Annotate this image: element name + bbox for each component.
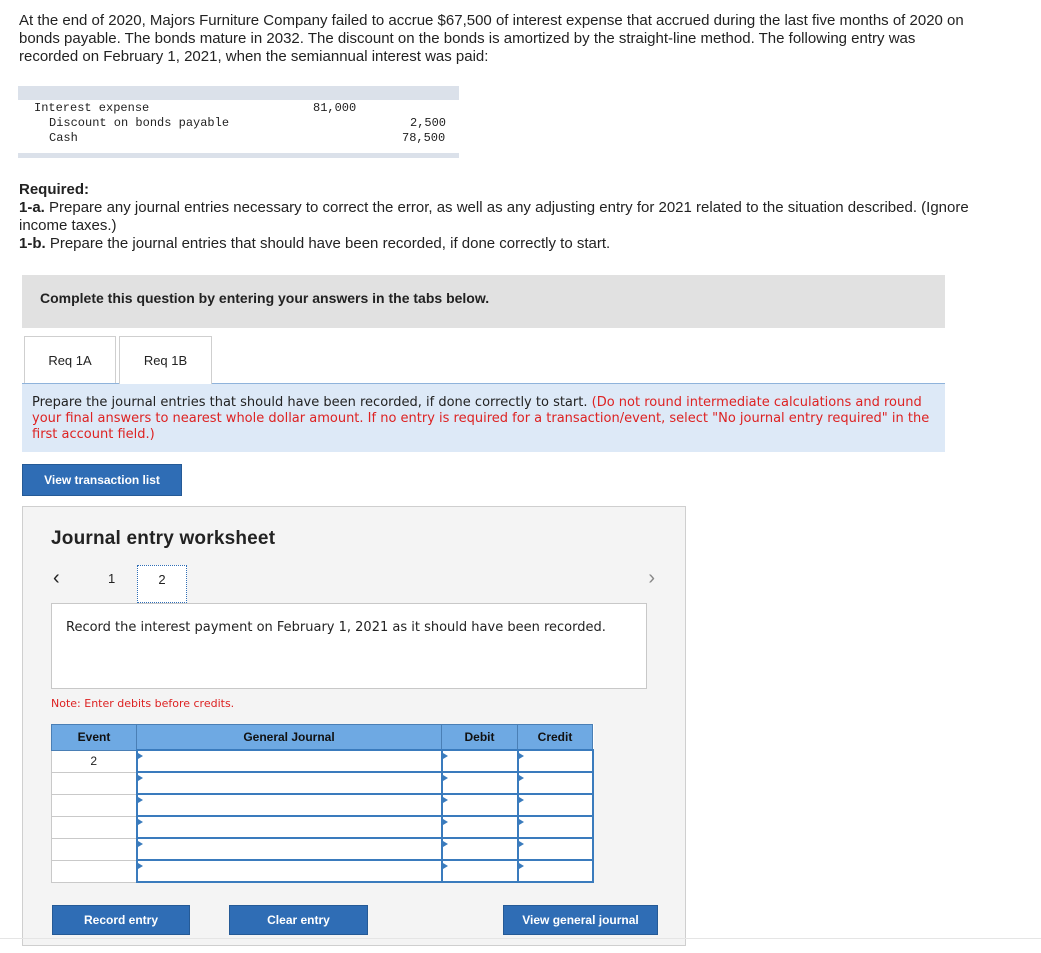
debit-input[interactable] [442, 750, 518, 772]
credit-input[interactable] [518, 838, 593, 860]
credit-input[interactable] [518, 794, 593, 816]
account-input[interactable] [137, 750, 442, 772]
complete-banner-text: Complete this question by entering your answers in the tabs below. [40, 290, 490, 306]
column-header-debit: Debit [442, 725, 518, 751]
debit-input[interactable] [442, 860, 518, 882]
tab-req-1a[interactable]: Req 1A [24, 336, 116, 383]
debit-input[interactable] [442, 838, 518, 860]
debit-input[interactable] [442, 816, 518, 838]
event-cell [52, 772, 137, 794]
entry-top-bar [18, 86, 459, 100]
view-transaction-list-button[interactable]: View transaction list [22, 464, 182, 496]
event-cell [52, 860, 137, 882]
column-header-event: Event [52, 725, 137, 751]
table-row [52, 838, 593, 860]
account-input[interactable] [137, 816, 442, 838]
view-general-journal-button[interactable]: View general journal [503, 905, 658, 935]
journal-table [51, 724, 594, 883]
debit-input[interactable] [442, 794, 518, 816]
table-row [52, 860, 593, 882]
required-heading: Required: [19, 181, 90, 198]
column-header-general-journal: General Journal [137, 725, 442, 751]
worksheet-page-1[interactable]: 1 [108, 571, 116, 586]
instruction-panel [22, 383, 945, 452]
entry-line-credit: 78,500 [402, 131, 446, 145]
account-input[interactable] [137, 838, 442, 860]
required-text: Prepare the journal entries that should have been recorded, if done correctly to start. [49, 235, 611, 252]
record-entry-button[interactable]: Record entry [52, 905, 190, 935]
event-cell [52, 816, 137, 838]
account-input[interactable] [137, 794, 442, 816]
account-input[interactable] [137, 772, 442, 794]
complete-banner [22, 275, 945, 328]
table-row [52, 816, 593, 838]
required-label: 1-a. [19, 199, 45, 216]
entry-line-credit: 2,500 [410, 116, 447, 130]
table-row [52, 794, 593, 816]
worksheet-note: Note: Enter debits before credits. [51, 697, 235, 710]
required-text: Prepare any journal entries necessary to correct the error, as well as any adjusting entry for 2021 related to the situation described. (Ignore income taxes.) [19, 199, 969, 234]
event-cell [52, 838, 137, 860]
credit-input[interactable] [518, 750, 593, 772]
required-section [19, 181, 1019, 253]
worksheet-page-2[interactable]: 2 [137, 565, 187, 603]
instruction-red-text: (Do not round intermediate calculations and round your final answers to nearest whole dollar amount. If no entry is required for a transaction/event, select "No journal entry required" in the first account field.) [32, 395, 930, 442]
chevron-right-icon[interactable]: › [648, 567, 655, 589]
entry-line-account: Cash [49, 131, 78, 145]
journal-entry-worksheet [22, 506, 686, 946]
entry-description: Record the interest payment on February 1, 2021 as it should have been recorded. [66, 620, 606, 635]
entry-description-box [51, 603, 647, 689]
credit-input[interactable] [518, 772, 593, 794]
required-label: 1-b. [19, 235, 46, 252]
event-cell [52, 794, 137, 816]
tab-req-1b[interactable]: Req 1B [119, 336, 212, 384]
clear-entry-button[interactable]: Clear entry [229, 905, 368, 935]
credit-input[interactable] [518, 816, 593, 838]
table-row [52, 772, 593, 794]
problem-intro: At the end of 2020, Majors Furniture Company failed to accrue $67,500 of interest expense that accrued during the last five months of 2020 on bonds payable. The bonds mature in 2032. The discount on the bonds is amortized by the straight-line method. The following entry was recorded on February 1, 2021, when the semiannual interest was paid: [19, 12, 964, 65]
event-cell: 2 [52, 750, 137, 772]
entry-line-account: Interest expense [34, 101, 150, 115]
recorded-entry [18, 86, 459, 158]
column-header-credit: Credit [518, 725, 593, 751]
instruction-text: Prepare the journal entries that should have been recorded, if done correctly to start. [32, 395, 588, 410]
debit-input[interactable] [442, 772, 518, 794]
table-row [52, 750, 593, 772]
entry-line-account: Discount on bonds payable [49, 116, 230, 130]
entry-line-debit: 81,000 [313, 101, 357, 115]
page-bottom-divider [0, 938, 1041, 939]
worksheet-title: Journal entry worksheet [51, 528, 276, 549]
credit-input[interactable] [518, 860, 593, 882]
chevron-left-icon[interactable]: ‹ [53, 567, 60, 589]
entry-bottom-bar [18, 153, 459, 158]
account-input[interactable] [137, 860, 442, 882]
